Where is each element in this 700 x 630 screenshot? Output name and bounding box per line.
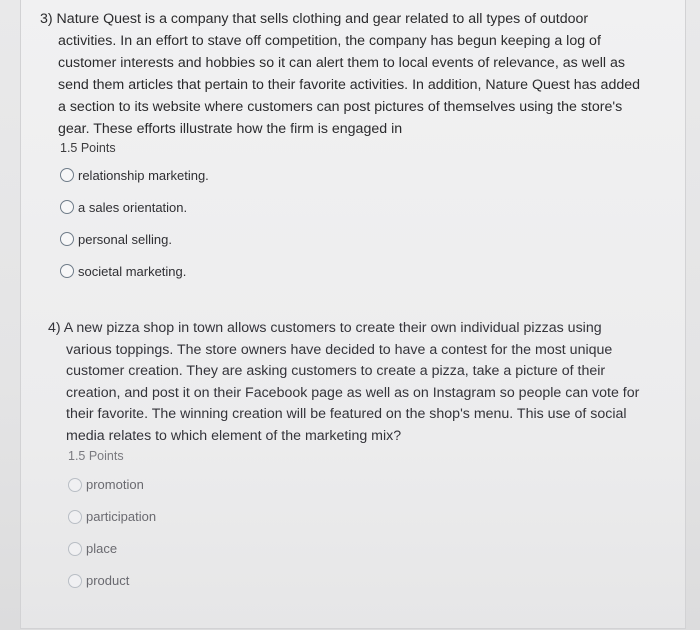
answer-label: place	[86, 541, 118, 557]
answer-label: personal selling.	[78, 231, 172, 247]
answer-option[interactable]	[40, 223, 640, 255]
question-points: 1.5 Points	[60, 141, 116, 155]
radio-button[interactable]	[60, 264, 74, 278]
answer-options	[48, 469, 648, 597]
radio-button[interactable]	[60, 232, 74, 246]
answer-option[interactable]	[48, 469, 648, 501]
answer-label: product	[86, 573, 130, 589]
answer-label: relationship marketing.	[78, 167, 209, 183]
radio-button[interactable]	[68, 478, 82, 492]
answer-label: participation	[86, 509, 157, 525]
answer-label: promotion	[86, 477, 144, 493]
radio-button[interactable]	[60, 200, 74, 214]
answer-option[interactable]	[48, 533, 648, 565]
answer-option[interactable]	[48, 501, 648, 533]
question-4	[48, 318, 648, 597]
question-text: 4) A new pizza shop in town allows customers to create their own individual pizzas using various toppings. The store owners have decided to have a contest for the most unique customer creation. They are asking customers to create a pizza, take a picture of their creation, and post it on their Facebook page as well as on Instagram so people can vote for their favorite. The winning creation will be featured on the shop's menu. This use of social media relates to which element of the marketing mix?	[48, 320, 640, 444]
question-text: 3) Nature Quest is a company that sells clothing and gear related to all types of outdoor activities. In an effort to stave off competition, the company has begun keeping a log of customer interests and hobbies so it can alert them to local events of relevance, as well as send them articles that pertain to their favorite activities. In addition, Nature Quest has added a section to its website where customers can post pictures of themselves using the store's gear. These efforts illustrate how the firm is engaged in	[40, 11, 641, 137]
radio-button[interactable]	[68, 574, 82, 588]
radio-button[interactable]	[68, 510, 82, 524]
answer-label: a sales orientation.	[78, 199, 188, 215]
radio-button[interactable]	[60, 168, 74, 182]
answer-option[interactable]	[40, 191, 640, 223]
answer-options	[40, 159, 640, 287]
answer-option[interactable]	[48, 565, 648, 597]
radio-button[interactable]	[68, 542, 82, 556]
answer-option[interactable]	[40, 255, 640, 287]
question-points: 1.5 Points	[68, 448, 124, 463]
answer-option[interactable]	[40, 159, 640, 191]
answer-label: societal marketing.	[78, 263, 187, 279]
question-3	[40, 8, 640, 287]
